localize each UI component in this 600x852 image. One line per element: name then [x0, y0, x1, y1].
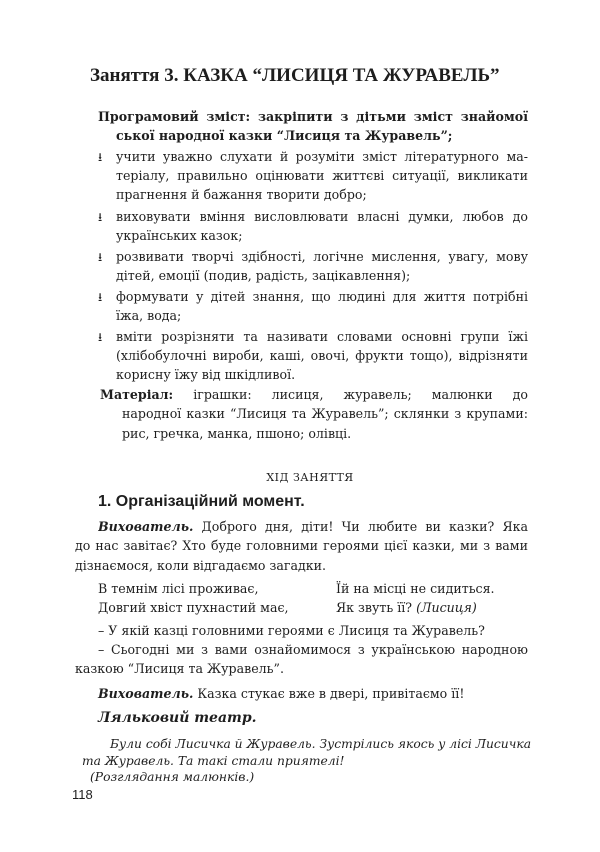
material-label: Матеріал:	[100, 387, 174, 402]
program-text: закріпити з дітьми зміст знайомої	[257, 109, 528, 124]
paragraph-text: Казка стукає вже в двері, привітаємо її!	[193, 686, 465, 701]
paragraph-1-line	[98, 517, 528, 537]
section-heading: ХІД ЗАНЯТТЯ	[266, 471, 354, 484]
down-arrow-bullet-icon: ⭳	[98, 330, 103, 344]
program-line-2: ської народної казки “Лисиця та Журавель”;	[116, 128, 453, 143]
story-line: та Журавель. Та такі стали приятелі!	[82, 754, 345, 768]
page-number: 118	[72, 787, 93, 802]
material-line-3: рис, гречка, манка, пшоно; олівці.	[122, 426, 352, 441]
bullet-5-line: вміти розрізняти та називати словами основні групи їжі	[116, 329, 528, 344]
bullet-4-line: формувати у дітей знання, що людині для життя потрібні	[116, 289, 528, 304]
paragraph-2	[98, 684, 464, 704]
riddle-question: Як звуть її?	[336, 600, 417, 615]
stage-note: (Розглядання малюнків.)	[90, 770, 255, 784]
paragraph-text: Доброго дня, діти! Чи любите ви казки? Яка	[201, 519, 528, 534]
dialog-line: казкою “Лисиця та Журавель”.	[75, 661, 284, 676]
bullet-1-line: теріалу, правильно оцінювати життєві ситуації, викликати	[116, 168, 528, 183]
dialog-line: – Сьогодні ми з вами ознайомимося з українською народною	[98, 642, 528, 657]
down-arrow-bullet-icon: ⭳	[98, 250, 103, 264]
material-line-2: народної казки “Лисиця та Журавель”; склянки з крупами:	[122, 406, 528, 421]
riddle-answer: (Лисиця)	[416, 600, 477, 615]
bullet-2-line: виховувати вміння висловлювати власні думки, любов до	[116, 209, 528, 224]
story-line: Були собі Лисичка й Журавель. Зустрілись якось у лісі Лисичка	[110, 737, 532, 751]
subsection-heading: 1. Організаційний момент.	[98, 493, 305, 510]
riddle-line	[336, 598, 477, 618]
puppet-theatre-heading: Ляльковий театр.	[98, 710, 257, 726]
material-text: іграшки: лисиця, журавель; малюнки до	[193, 387, 528, 402]
riddle-line: В темнім лісі проживає,	[98, 581, 259, 596]
dialog-line: – У якій казці головними героями є Лисиця та Журавель?	[98, 623, 485, 638]
paragraph-1-line: до нас завітає? Хто буде головними героями цієї казки, ми з вами	[75, 538, 528, 553]
material-line-1	[100, 385, 528, 405]
bullet-1-line: учити уважно слухати й розуміти зміст літературного ма-	[116, 149, 528, 164]
riddle-line: Довгий хвіст пухнастий має,	[98, 600, 289, 615]
bullet-3-line: розвивати творчі здібності, логічне мислення, увагу, мову	[116, 249, 528, 264]
bullet-2-line: українських казок;	[116, 228, 243, 243]
speaker-label: Вихователь.	[98, 519, 194, 534]
bullet-5-line: корисну їжу від шкідливої.	[116, 367, 296, 382]
down-arrow-bullet-icon: ⭳	[98, 290, 103, 304]
program-line-1	[98, 107, 528, 127]
bullet-3-line: дітей, емоції (подив, радість, зацікавлення);	[116, 268, 411, 283]
paragraph-1-line: дізнаємося, коли відгадаємо загадки.	[75, 558, 327, 573]
program-label: Програмовий зміст:	[98, 109, 251, 124]
speaker-label: Вихователь.	[98, 686, 194, 701]
down-arrow-bullet-icon: ⭳	[98, 150, 103, 164]
bullet-1-line: прагнення й бажання творити добро;	[116, 187, 367, 202]
bullet-5-line: (хлібобулочні вироби, каші, овочі, фрукти тощо), відрізняти	[116, 348, 528, 363]
bullet-4-line: їжа, вода;	[116, 308, 182, 323]
down-arrow-bullet-icon: ⭳	[98, 210, 103, 224]
lesson-title: Заняття 3. КАЗКА “ЛИСИЦЯ ТА ЖУРАВЕЛЬ”	[90, 65, 500, 86]
riddle-line: Їй на місці не сидиться.	[336, 581, 495, 596]
